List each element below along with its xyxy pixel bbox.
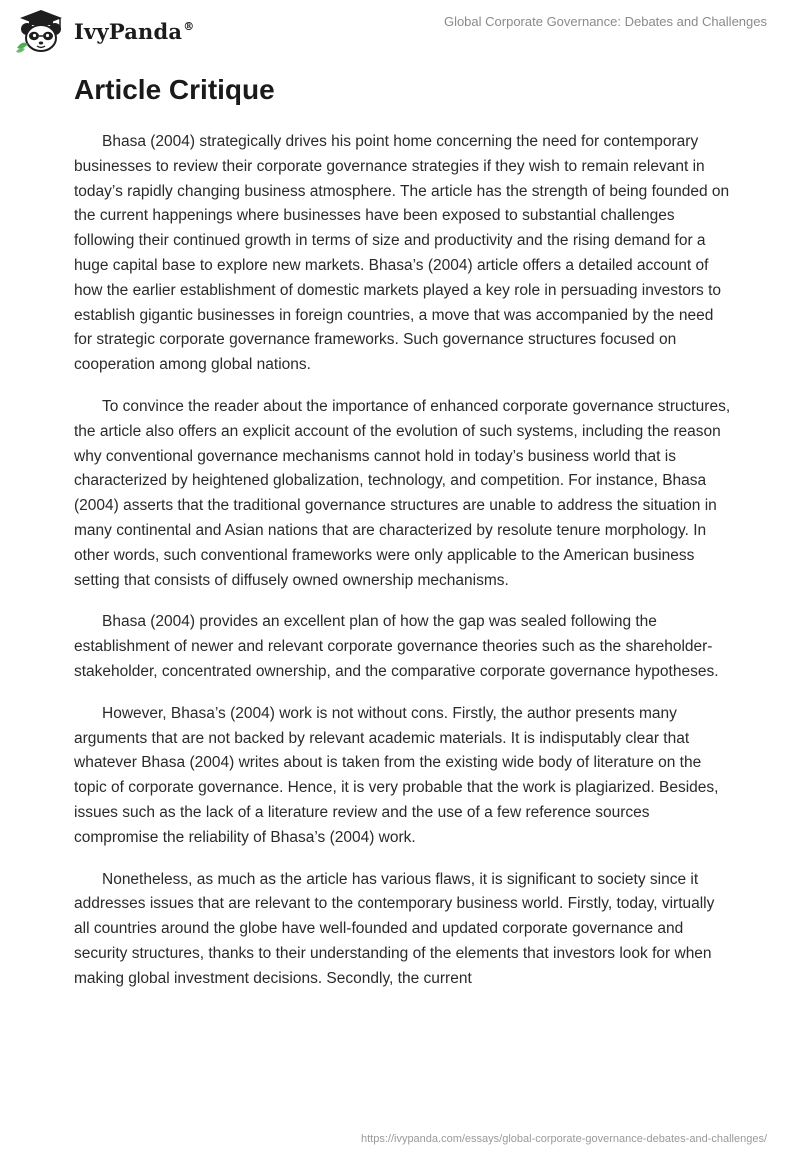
paragraph: Bhasa (2004) strategically drives his point home concerning the need for contemporary businesses to review their corporate governance strategies if they wish to remain relevant in today’s rapidly changing business atmosphere. The article has the strength of being founded on the current happenings where businesses have been exposed to substantial challenges following their continued growth in terms of size and productivity and the rising demand for a huge capital base to explore new markets. Bhasa’s (2004) article offers a detailed account of how the earlier establishment of domestic markets played a key role in persuading investors to establish gigantic businesses in foreign countries, a move that was accompanied by the need for strategic corporate governance frameworks. Such governance structures focused on cooperation among global nations. xyxy=(74,133,730,374)
paragraph: Nonetheless, as much as the article has various flaws, it is significant to society since it addresses issues that are relevant to the contemporary business world. Firstly, today, virtually all countries around the globe have well-founded and updated corporate governance and security structures, thanks to their understanding of the elements that investors look for when making global investment decisions. Secondly, the current xyxy=(74,870,715,987)
source-url[interactable]: https://ivypanda.com/essays/global-corporate-governance-debates-and-challenges/ xyxy=(360,1133,767,1145)
section-heading: Article Critique xyxy=(74,74,275,105)
registered-mark: ® xyxy=(183,19,195,33)
brand-name: IvyPanda® xyxy=(74,18,195,44)
document-title: Global Corporate Governance: Debates and Challenges xyxy=(443,14,767,29)
ivypanda-logo[interactable] xyxy=(14,8,194,54)
paragraph: However, Bhasa’s (2004) work is not without cons. Firstly, the author presents many arguments that are not backed by relevant academic materials. It is indisputably clear that whatever Bhasa (2004) writes about is taken from the existing wide body of literature on the topic of corporate governance. Hence, it is very probable that the work is plagiarized. Besides, issues such as the lack of a literature review and the use of a few reference sources compromise the reliability of Bhasa’s (2004) work. xyxy=(74,704,719,846)
paragraph: To convince the reader about the importance of enhanced corporate governance structures, the article also offers an explicit account of the evolution of such systems, including the reason why conventional governance mechanisms cannot hold in today’s business world that is characterized by heightened globalization, technology, and competition. For instance, Bhasa (2004) asserts that the traditional governance structures are unable to address the situation in many continental and Asian nations that are characterized by resolute tenure morphology. In other words, such conventional frameworks were only applicable to the American business setting that consists of diffusely owned ownership mechanisms. xyxy=(74,397,731,589)
article-body xyxy=(74,70,734,1009)
paragraph-list xyxy=(74,130,734,992)
panda-graduate-icon xyxy=(14,8,68,54)
paragraph: Bhasa (2004) provides an excellent plan of how the gap was sealed following the establishment of newer and relevant corporate governance theories such as the shareholder-stakeholder, concentrated ownership, and the comparative corporate governance hypotheses. xyxy=(74,613,719,680)
page-header xyxy=(0,0,800,60)
